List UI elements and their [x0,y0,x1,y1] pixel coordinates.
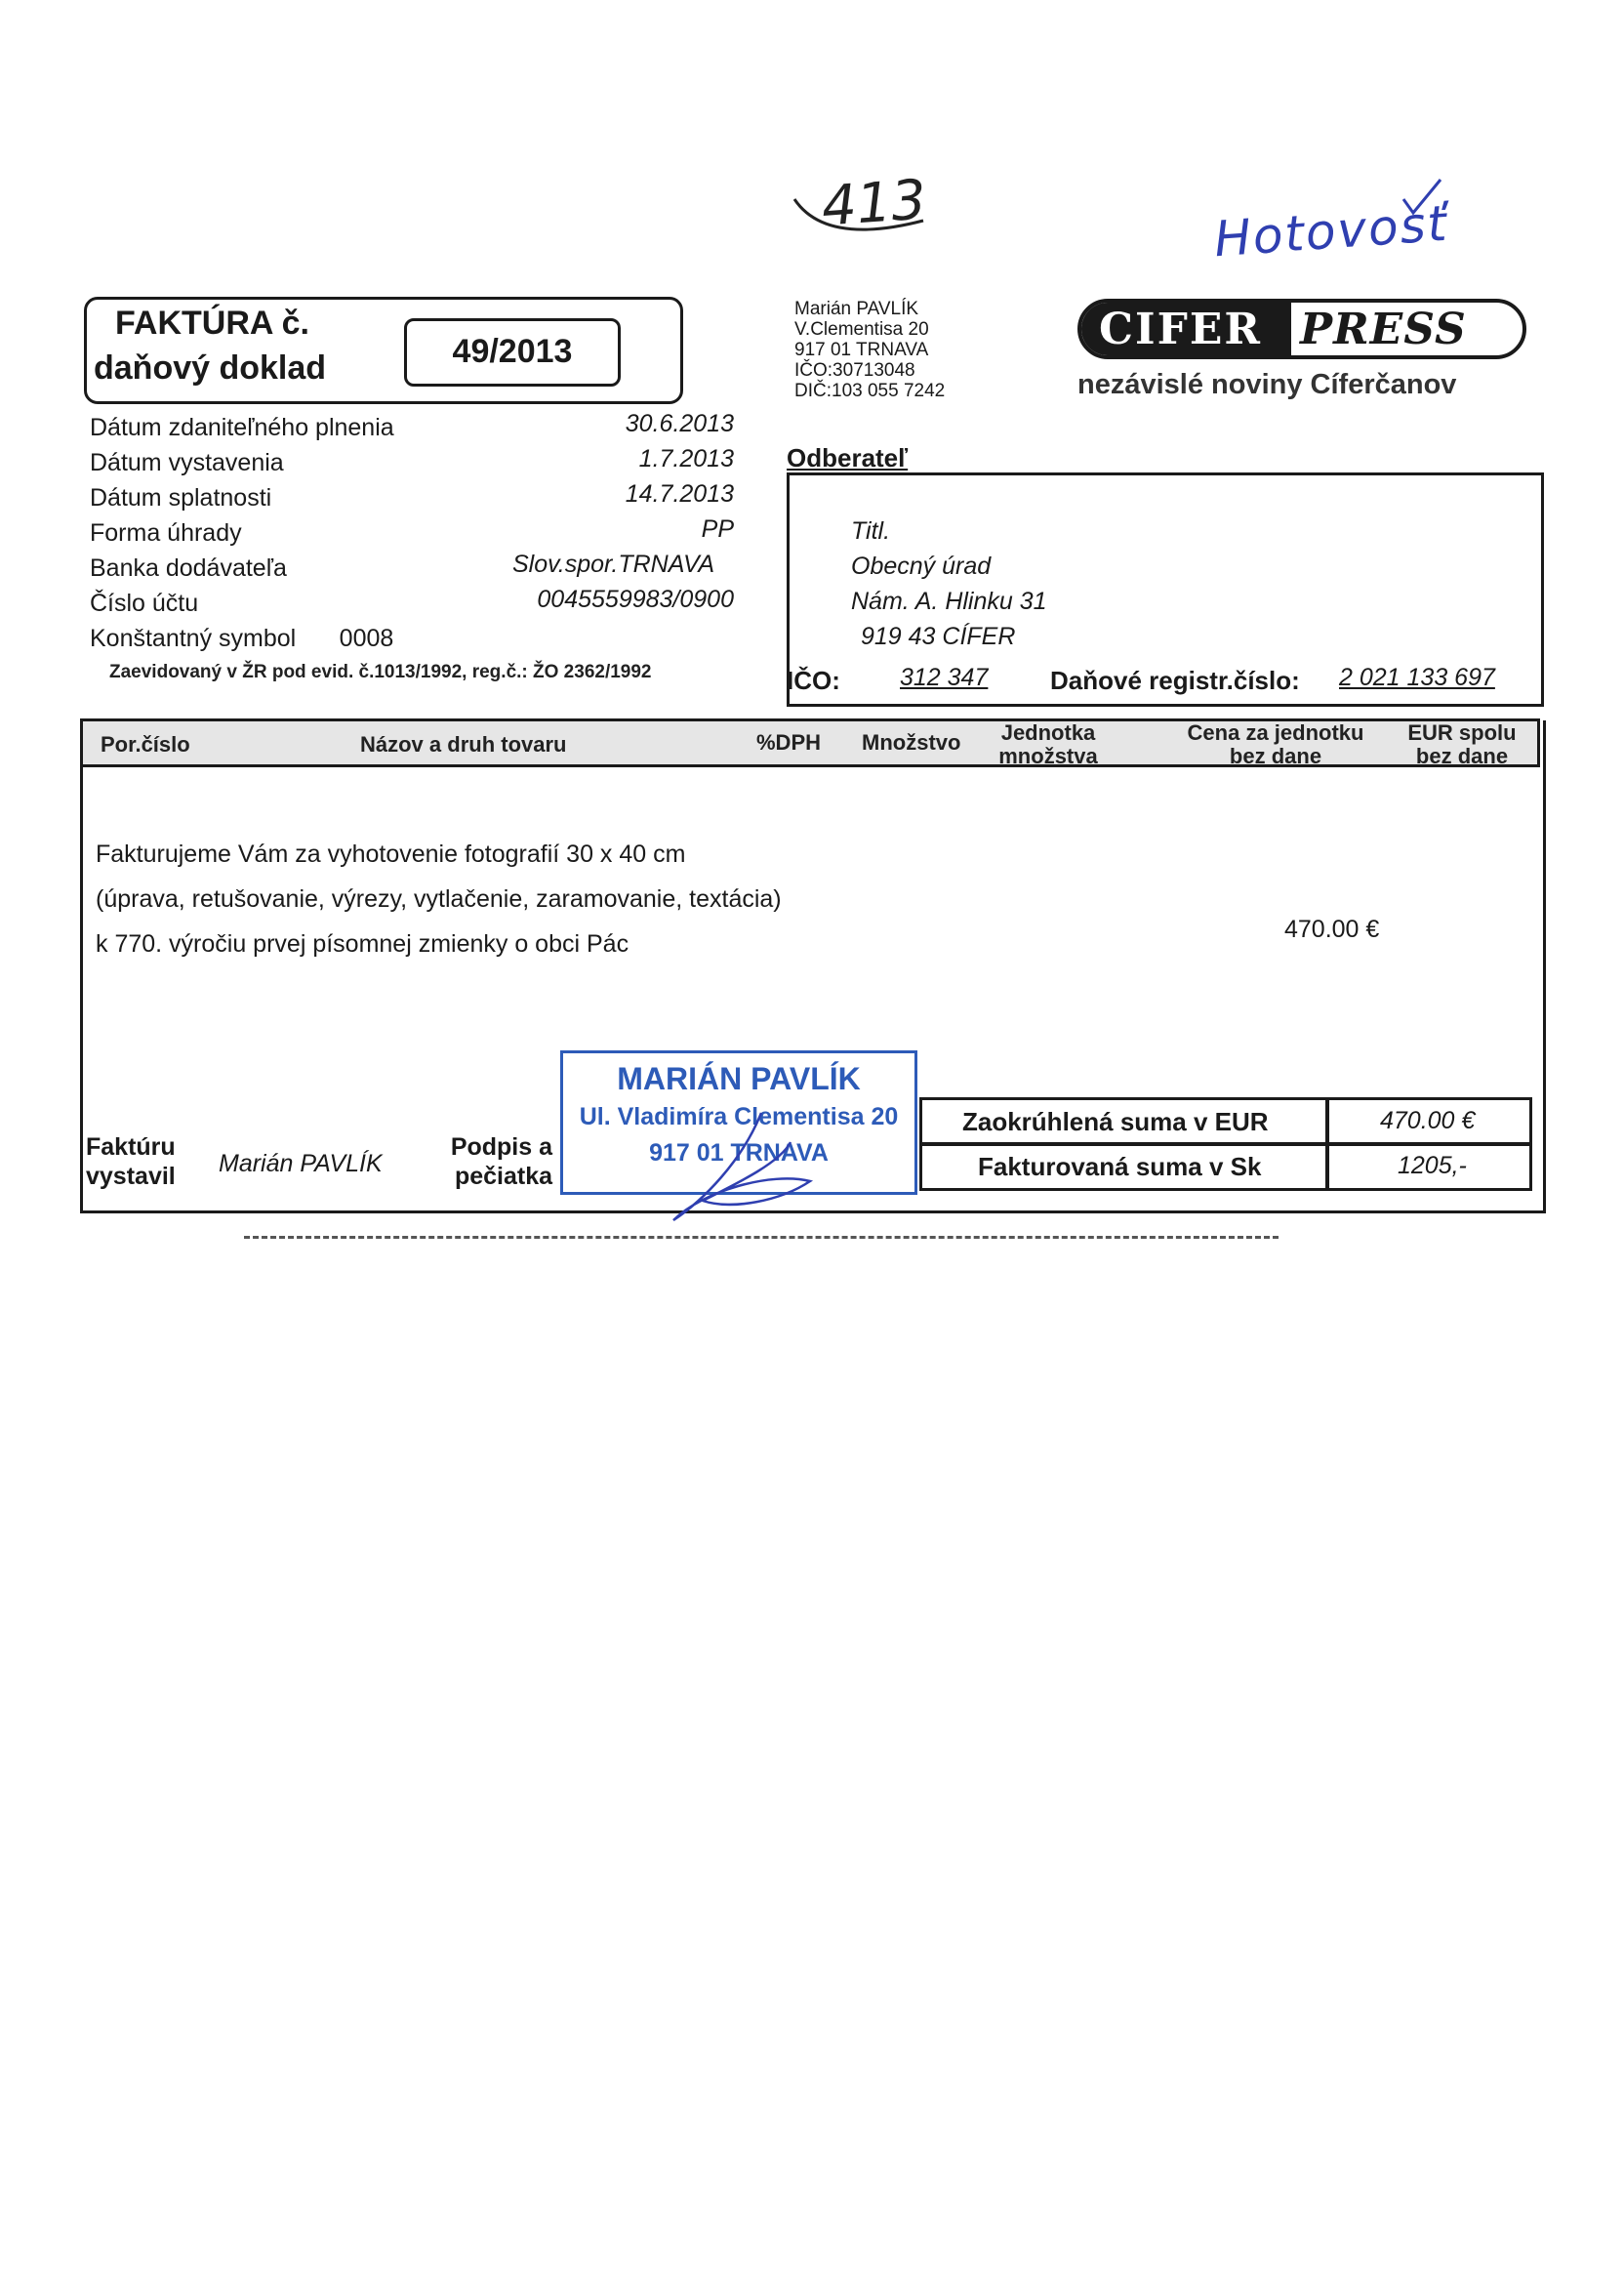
supplier-city: 917 01 TRNAVA [794,340,929,360]
invoice-subtitle: daňový doklad [94,349,327,387]
supplier-dic: DIČ:103 055 7242 [794,381,946,401]
header-description: Názov a druh tovaru [360,732,567,757]
supplier-block [794,299,945,401]
detail-label: Dátum zdaniteľného plnenia [90,414,394,441]
customer-heading: Odberateľ [787,443,909,472]
customer-line-4: 919 43 CÍFER [861,623,1016,650]
logo-part-1: CIFER [1099,305,1262,354]
items-table-header [80,718,1540,767]
header-quantity: Množstvo [862,730,961,755]
supplier-ico: IČO:30713048 [794,360,915,381]
stamp-line-1: MARIÁN PAVLÍK [617,1061,861,1096]
circled-number-mark [787,182,933,250]
total-sk-value: 1205,- [1398,1152,1467,1179]
invoice-details [90,410,734,660]
total-sk-label: Fakturovaná suma v Sk [978,1152,1262,1181]
constant-symbol-label: Konštantný symbol [90,625,297,652]
detail-row [90,480,734,519]
stamp-line-2: Ul. Vladimíra Clementisa 20 [579,1103,899,1130]
detail-label: Dátum vystavenia [90,449,284,476]
invoice-number: 49/2013 [404,318,621,387]
logo-part-2: PRESS [1300,305,1467,354]
header-index: Por.číslo [101,732,190,757]
detail-label: Číslo účtu [90,590,199,617]
detail-label: Banka dodávateľa [90,554,287,582]
supplier-name: Marián PAVLÍK [794,299,919,319]
constant-symbol-value: 0008 [339,625,394,652]
invoice-title: FAKTÚRA č. [115,305,309,342]
detail-value: 14.7.2013 [625,480,734,508]
customer-line-1: Titl. [851,517,891,545]
signature-label: Podpis a pečiatka [450,1133,552,1190]
stamp-line-3: 917 01 TRNAVA [649,1139,829,1167]
cut-line [244,1236,1279,1239]
handwritten-document-number: 413 [819,168,929,239]
customer-tax-value: 2 021 133 697 [1339,664,1495,691]
detail-label: Dátum splatnosti [90,484,272,512]
item-amount: 470.00 € [1284,916,1380,943]
header-total: EUR spolu bez dane [1407,720,1517,768]
handwritten-payment-note: Hotovosť [1212,194,1450,268]
detail-row [90,445,734,484]
item-line-3: k 770. výročiu prvej písomnej zmienky o obci Pác [96,930,629,958]
signature-scribble [644,1103,839,1230]
header-unit-price: Cena za jednotku bez dane [1187,720,1364,768]
header-unit: Jednotka množstva [998,720,1098,768]
detail-value: 30.6.2013 [625,410,734,437]
customer-line-2: Obecný úrad [851,553,992,580]
total-eur-label: Zaokrúhlená suma v EUR [962,1107,1269,1136]
header-vat: %DPH [756,730,822,755]
logo-tagline: nezávislé noviny Cíferčanov [1077,369,1457,400]
checkmark-icon [1398,174,1446,223]
item-line-1: Fakturujeme Vám za vyhotovenie fotografií 30 x 40 cm [96,840,686,868]
detail-value: PP [701,515,734,543]
customer-tax-label: Daňové registr.číslo: [1050,666,1300,695]
detail-value: Slov.spor.TRNAVA [511,551,714,578]
total-eur-value: 470.00 € [1380,1107,1476,1134]
supplier-street: V.Clementisa 20 [794,319,929,340]
registration-note: Zaevidovaný v ŽR pod evid. č.1013/1992, reg.č.: ŽO 2362/1992 [109,662,652,682]
customer-ico-label: IČO: [787,666,840,695]
item-description [96,832,782,966]
customer-line-3: Nám. A. Hlinku 31 [851,588,1047,615]
detail-value: 1.7.2013 [638,445,734,472]
customer-ico-value: 312 347 [900,664,989,691]
issued-by-label: Faktúru vystavil [86,1133,176,1190]
detail-value: 0045559983/0900 [537,586,734,613]
detail-row [90,410,734,449]
detail-row [90,551,734,590]
customer-address [851,513,1047,654]
item-line-2: (úprava, retušovanie, výrezy, vytlačenie, zaramovanie, textácia) [96,885,782,913]
ciferpress-logo [1077,299,1526,359]
detail-row [90,586,734,625]
issued-by-value: Marián PAVLÍK [219,1150,383,1177]
detail-label: Forma úhrady [90,519,242,547]
detail-row [90,625,734,660]
detail-row [90,515,734,554]
